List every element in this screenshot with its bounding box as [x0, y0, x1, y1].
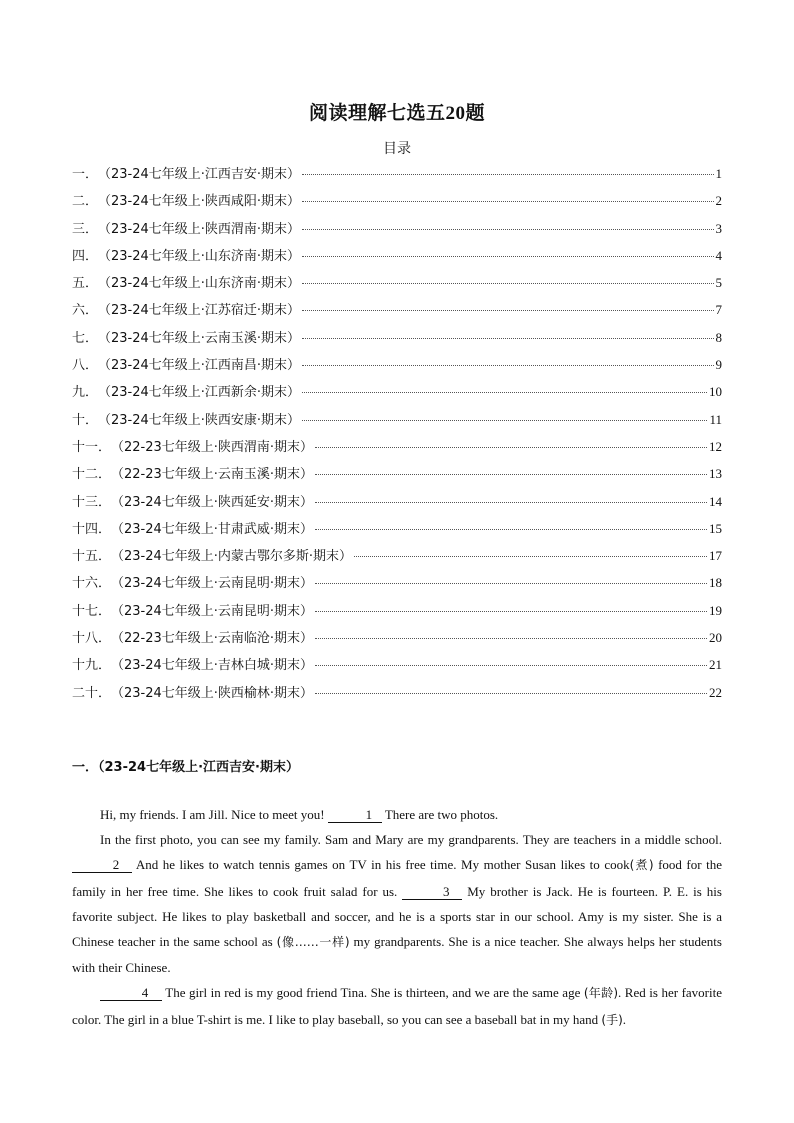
toc-entry-number: 四． [72, 248, 99, 264]
toc-leader-dots [315, 474, 707, 475]
toc-entry-page: 11 [709, 411, 722, 427]
toc-entry-number: 七． [72, 330, 99, 346]
toc-entry-label: （23-24七年级上·云南玉溪·期末） [98, 330, 301, 346]
toc-heading: 目录 [383, 142, 411, 157]
toc-leader-dots [302, 229, 713, 230]
toc-entry[interactable] [72, 627, 722, 654]
toc-entry-label: （22-23七年级上·云南临沧·期末） [111, 631, 314, 647]
toc-entry-number: 十七． [72, 603, 112, 619]
toc-entry-page: 18 [709, 575, 722, 591]
toc-leader-dots [302, 365, 713, 366]
toc-entry[interactable] [72, 436, 722, 463]
toc-entry-page: 12 [709, 438, 722, 454]
toc-entry-number: 十三． [72, 494, 112, 510]
passage-text: The girl in red is my good friend Tina. She is thirteen, and we are the same age [162, 985, 584, 1001]
toc-entry[interactable] [72, 381, 722, 408]
toc-entry-label: （23-24七年级上·吉林白城·期末） [111, 658, 314, 674]
toc-entry[interactable] [72, 218, 722, 245]
toc-entry-number: 八． [72, 358, 99, 374]
toc-leader-dots [302, 174, 713, 175]
toc-entry[interactable] [72, 409, 722, 436]
passage-text: My brother is Jack. He is fourteen. P. E. is his favorite subject. He likes to play basketball and soccer, and he is a sports star in our school. Amy is my sister. She is a Chinese teacher in the same school as [72, 883, 722, 950]
toc-entry[interactable] [72, 572, 722, 599]
chinese-gloss: (年龄) [583, 986, 619, 1001]
toc-entry-label: （23-24七年级上·陕西咸阳·期末） [98, 194, 301, 210]
toc-entry-label: （23-24七年级上·内蒙古鄂尔多斯·期末） [111, 549, 353, 565]
reading-passage [72, 802, 722, 1033]
toc-entry[interactable] [72, 299, 722, 326]
chinese-gloss: (煮) [629, 858, 654, 873]
toc-entry[interactable] [72, 163, 722, 190]
answer-blank-3[interactable]: 3 [402, 885, 462, 900]
toc-entry[interactable] [72, 272, 722, 299]
toc-leader-dots [315, 583, 707, 584]
toc-entry[interactable] [72, 682, 722, 709]
toc-entry-page: 20 [709, 630, 722, 646]
document-title: 阅读理解七选五20题 [308, 103, 485, 124]
toc-entry-number: 六． [72, 303, 99, 319]
toc-entry[interactable] [72, 518, 722, 545]
toc-entry-label: （23-24七年级上·江西吉安·期末） [98, 167, 301, 182]
toc-entry-page: 15 [709, 520, 722, 536]
chinese-gloss: (像……一样) [276, 935, 350, 950]
toc-entry-number: 十二． [72, 467, 112, 483]
section-heading: 一．（23-24七年级上·江西吉安·期末） [72, 760, 299, 775]
toc-leader-dots [302, 310, 713, 311]
toc-leader-dots [302, 420, 707, 421]
passage-text: Hi, my friends. I am Jill. Nice to meet you! [100, 807, 328, 822]
toc-leader-dots [315, 693, 707, 694]
toc-entry-label: （23-24七年级上·云南昆明·期末） [111, 603, 314, 619]
toc-leader-dots [315, 665, 707, 666]
toc-entry-number: 五． [72, 276, 99, 292]
toc-entry-label: （23-24七年级上·陕西延安·期末） [111, 494, 314, 510]
toc-entry-label: （22-23七年级上·陕西渭南·期末） [111, 439, 314, 455]
toc-entry[interactable] [72, 654, 722, 681]
passage-text: In the first photo, you can see my family. Sam and Mary are my grandparents. They are teachers in a middle school. [100, 832, 722, 848]
toc-entry[interactable] [72, 245, 722, 272]
passage-text: There are two photos. [381, 807, 499, 822]
toc-entry[interactable] [72, 354, 722, 381]
toc-entry-number: 十五． [72, 549, 112, 565]
toc-entry-number: 十九． [72, 658, 112, 674]
toc-entry-page: 10 [709, 384, 722, 400]
passage-paragraph-1 [72, 802, 722, 827]
toc-entry[interactable] [72, 190, 722, 217]
toc-entry-page: 8 [715, 329, 722, 345]
toc-leader-dots [302, 256, 713, 257]
toc-entry-number: 二十． [72, 685, 112, 701]
toc-entry-page: 2 [715, 193, 722, 209]
toc-entry-page: 13 [709, 466, 722, 482]
toc-entry-page: 3 [715, 220, 722, 236]
toc-entry[interactable] [72, 545, 722, 572]
passage-text: food for the family in her free time. She likes to cook fruit salad for us. [72, 857, 722, 899]
passage-paragraph-3 [72, 980, 722, 1032]
table-of-contents [72, 163, 722, 709]
toc-entry-page: 22 [709, 684, 722, 700]
toc-entry-page: 17 [709, 548, 722, 564]
toc-entry-label: （23-24七年级上·云南昆明·期末） [111, 576, 314, 592]
toc-entry-page: 1 [715, 166, 722, 181]
toc-entry-number: 一． [72, 167, 99, 182]
toc-leader-dots [354, 556, 707, 557]
toc-leader-dots [302, 338, 713, 339]
answer-blank-4[interactable]: 4 [100, 986, 162, 1001]
answer-blank-1[interactable]: 1 [328, 808, 382, 823]
toc-leader-dots [315, 502, 707, 503]
passage-text: And he likes to watch tennis games on TV in his free time. My mother Susan likes to cook [132, 857, 630, 873]
toc-entry-number: 三． [72, 221, 99, 237]
toc-entry-number: 十六． [72, 576, 112, 592]
chinese-gloss: (手) [601, 1012, 623, 1027]
toc-entry-label: （22-23七年级上·云南玉溪·期末） [111, 467, 314, 483]
passage-text: . [622, 1011, 627, 1027]
toc-entry-page: 14 [709, 493, 722, 509]
toc-entry-label: （23-24七年级上·江西新余·期末） [98, 385, 301, 401]
toc-entry[interactable] [72, 463, 722, 490]
toc-entry-page: 7 [715, 302, 722, 318]
toc-entry-number: 十一． [72, 439, 112, 455]
toc-entry-page: 5 [715, 275, 722, 291]
toc-entry-label: （23-24七年级上·江苏宿迁·期末） [98, 303, 301, 319]
passage-text: . Red is her favorite color. The girl in a blue T-shirt is me. I like to play baseball, so you can see a baseball bat in my hand [72, 985, 722, 1027]
toc-entry-number: 十． [72, 412, 99, 428]
toc-entry-number: 十四． [72, 521, 112, 537]
toc-entry-label: （23-24七年级上·山东济南·期末） [98, 276, 301, 292]
toc-leader-dots [315, 529, 707, 530]
toc-entry-page: 4 [715, 247, 722, 263]
toc-entry-number: 二． [72, 194, 99, 210]
toc-leader-dots [302, 201, 713, 202]
toc-entry-label: （23-24七年级上·陕西安康·期末） [98, 412, 301, 428]
toc-entry-label: （23-24七年级上·甘肃武威·期末） [111, 521, 314, 537]
toc-entry-number: 十八． [72, 631, 112, 647]
toc-entry[interactable] [72, 327, 722, 354]
toc-entry-label: （23-24七年级上·江西南昌·期末） [98, 358, 301, 374]
toc-entry-label: （23-24七年级上·陕西榆林·期末） [111, 685, 314, 701]
toc-leader-dots [302, 392, 707, 393]
toc-entry-label: （23-24七年级上·山东济南·期末） [98, 248, 301, 264]
answer-blank-2[interactable]: 2 [72, 858, 132, 873]
toc-entry-label: （23-24七年级上·陕西渭南·期末） [98, 221, 301, 237]
toc-entry-page: 21 [709, 657, 722, 673]
toc-leader-dots [302, 283, 713, 284]
toc-entry-page: 19 [709, 602, 722, 618]
toc-entry[interactable] [72, 600, 722, 627]
toc-leader-dots [315, 638, 707, 639]
toc-entry-number: 九． [72, 385, 99, 401]
toc-leader-dots [315, 611, 707, 612]
toc-entry-page: 9 [715, 357, 722, 373]
passage-paragraph-2 [72, 827, 722, 980]
passage-text: my grandparents. She is a nice teacher. She always helps her students with their Chinese. [72, 934, 722, 976]
toc-leader-dots [315, 447, 707, 448]
toc-entry[interactable] [72, 491, 722, 518]
